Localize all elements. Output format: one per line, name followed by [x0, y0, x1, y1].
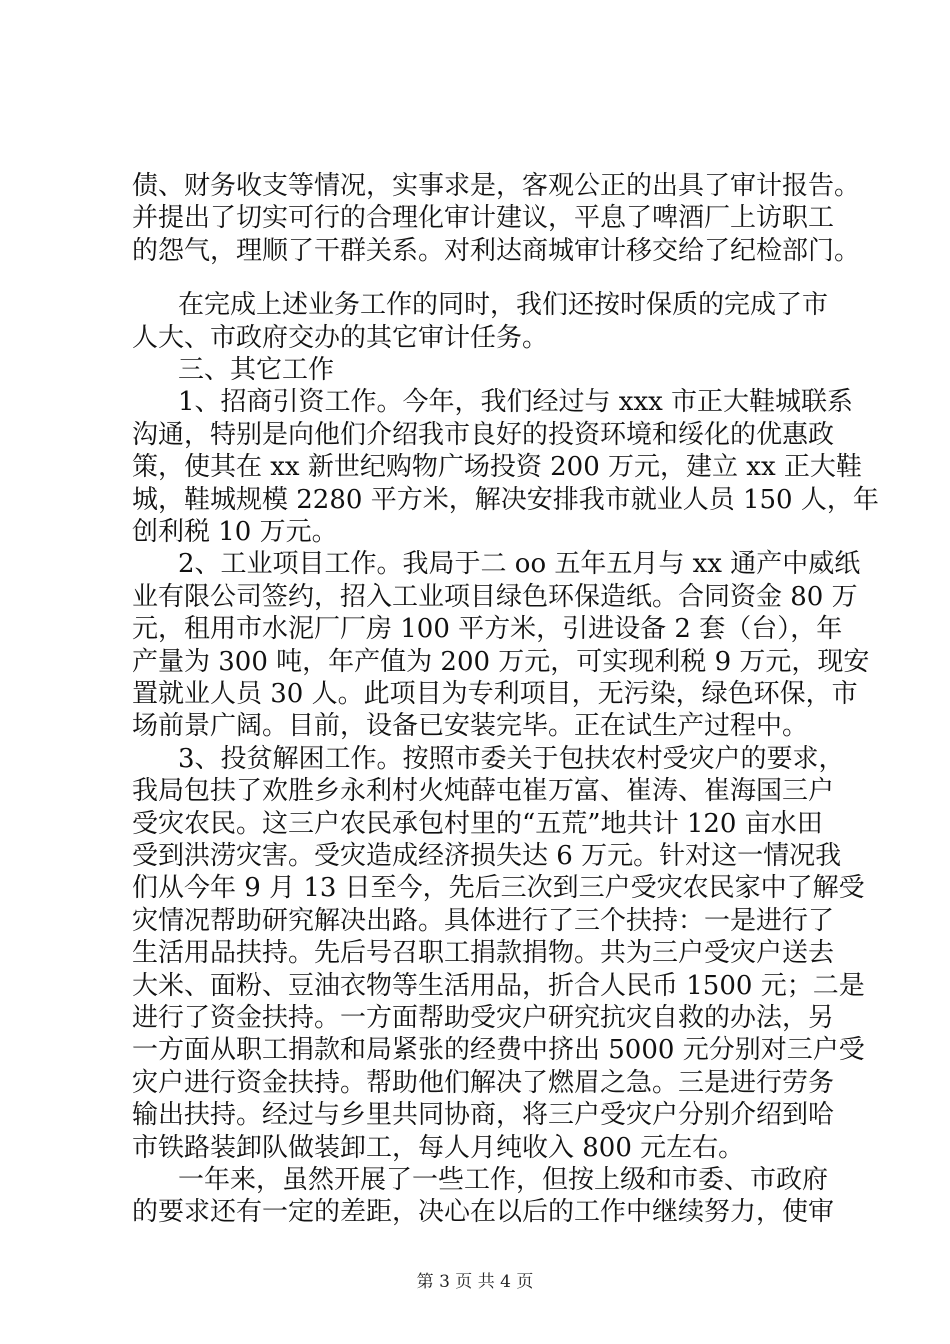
section-heading: 三、其它工作: [178, 355, 335, 385]
text-line: 生活用品扶持。先后号召职工捐款捐物。共为三户受灾户送去: [132, 938, 835, 968]
paragraph-start: 一年来，虽然开展了一些工作，但按上级和市委、市政府: [178, 1165, 829, 1195]
text-line: 我局包扶了欢胜乡永利村火炖薛屯崔万富、崔涛、崔海国三户: [132, 776, 835, 806]
paragraph-start: 1、招商引资工作。今年，我们经过与 xxx 市正大鞋城联系: [178, 387, 854, 417]
text-line: 灾户进行资金扶持。帮助他们解决了燃眉之急。三是进行劳务: [132, 1068, 835, 1098]
text-line: 元，租用市水泥厂厂房 100 平方米，引进设备 2 套（台），年: [132, 614, 843, 644]
text-line: 人大、市政府交办的其它审计任务。: [132, 323, 549, 353]
text-line: 业有限公司签约，招入工业项目绿色环保造纸。合同资金 80 万: [132, 582, 858, 612]
text-line: 输出扶持。经过与乡里共同协商，将三户受灾户分别介绍到哈: [132, 1100, 835, 1130]
text-line: 受灾农民。这三户农民承包村里的“五荒”地共计 120 亩水田: [132, 809, 823, 839]
text-line: 产量为 300 吨，年产值为 200 万元，可实现利税 9 万元，现安: [132, 647, 870, 677]
text-line: 场前景广阔。目前，设备已安装完毕。正在试生产过程中。: [132, 711, 809, 741]
text-line: 沟通，特别是向他们介绍我市良好的投资环境和绥化的优惠政: [132, 420, 835, 450]
text-line: 策，使其在 xx 新世纪购物广场投资 200 万元，建立 xx 正大鞋: [132, 452, 862, 482]
text-line: 受到洪涝灾害。受灾造成经济损失达 6 万元。针对这一情况我: [132, 841, 842, 871]
text-line: 城，鞋城规模 2280 平方米，解决安排我市就业人员 150 人，年: [132, 485, 879, 515]
text-line: 一方面从职工捐款和局紧张的经费中挤出 5000 元分别对三户受: [132, 1035, 865, 1065]
text-line: 大米、面粉、豆油衣物等生活用品，折合人民币 1500 元；二是: [132, 971, 865, 1001]
text-line: 债、财务收支等情况，实事求是，客观公正的出具了审计报告。: [132, 171, 861, 201]
text-line: 们从今年 9 月 13 日至今，先后三次到三户受灾农民家中了解受: [132, 873, 865, 903]
text-line: 市铁路装卸队做装卸工，每人月纯收入 800 元左右。: [132, 1133, 745, 1163]
text-line: 并提出了切实可行的合理化审计建议，平息了啤酒厂上访职工: [132, 203, 835, 233]
text-line: 创利税 10 万元。: [132, 517, 338, 547]
text-line: 置就业人员 30 人。此项目为专利项目，无污染，绿色环保，市: [132, 679, 858, 709]
paragraph-start: 2、工业项目工作。我局于二 oo 五年五月与 xx 通产中威纸: [178, 549, 861, 579]
paragraph-start: 在完成上述业务工作的同时，我们还按时保质的完成了市: [178, 290, 829, 320]
text-line: 灾情况帮助研究解决出路。具体进行了三个扶持：一是进行了: [132, 906, 835, 936]
page-number-footer: 第 3 页 共 4 页: [416, 1272, 534, 1292]
text-line: 的怨气，理顺了干群关系。对利达商城审计移交给了纪检部门。: [132, 236, 861, 266]
text-line: 进行了资金扶持。一方面帮助受灾户研究抗灾自救的办法，另: [132, 1003, 835, 1033]
text-line: 的要求还有一定的差距，决心在以后的工作中继续努力，使审: [132, 1197, 835, 1227]
paragraph-start: 3、投贫解困工作。按照市委关于包扶农村受灾户的要求，: [178, 744, 845, 774]
